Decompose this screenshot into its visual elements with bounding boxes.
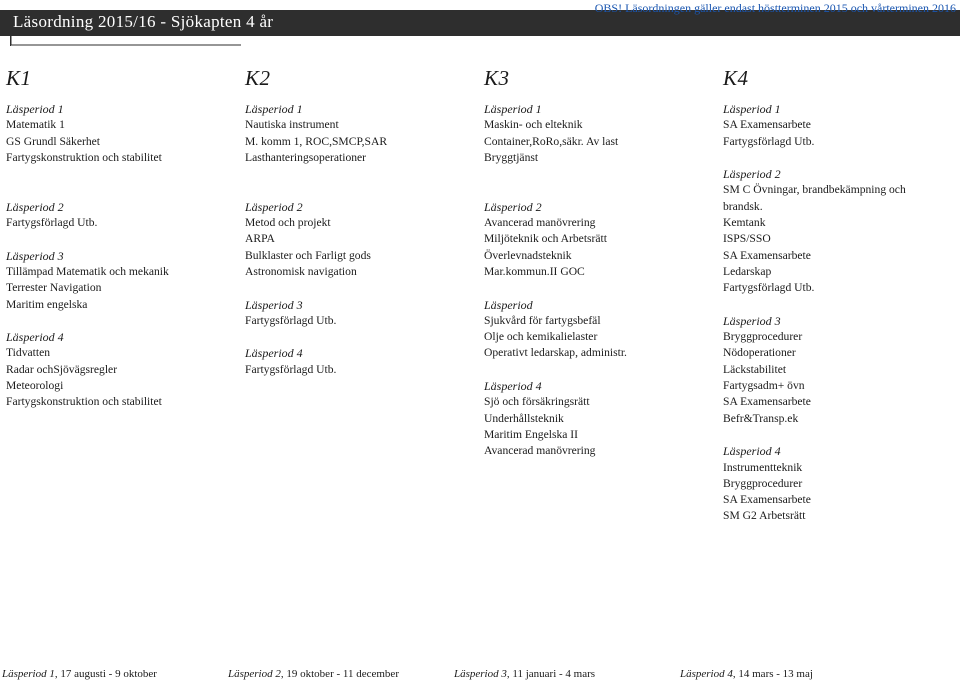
course-item: Matematik 1 xyxy=(6,118,65,132)
course-item: Tillämpad Matematik och mekanik xyxy=(6,264,169,278)
course-item: Fartygskonstruktion och stabilitet xyxy=(6,150,162,164)
period-block xyxy=(245,345,475,378)
column-heading: K4 xyxy=(723,66,749,90)
underline-graphic xyxy=(11,36,243,48)
footer-period-3 xyxy=(454,668,595,680)
course-item: Operativt ledarskap, administr. xyxy=(484,346,627,360)
footer-period-2 xyxy=(228,668,399,680)
notice-text: OBS! Läsordningen gäller endast höstterminen 2015 och vårterminen 2016 xyxy=(594,1,956,15)
title-underline xyxy=(10,36,241,46)
footer-period-dates: , 17 augusti - 9 oktober xyxy=(54,668,157,680)
footer-period-label: Läsperiod 4 xyxy=(680,668,733,680)
period-label: Läsperiod 3 xyxy=(723,313,781,328)
period-block xyxy=(723,443,953,524)
period-block xyxy=(484,378,714,459)
course-item: Fartygsförlagd Utb. xyxy=(6,216,98,230)
period-label: Läsperiod 3 xyxy=(245,297,303,312)
period-spacer xyxy=(484,280,714,296)
period-label: Läsperiod 1 xyxy=(484,102,542,116)
footer-period-dates: , 11 januari - 4 mars xyxy=(506,668,596,680)
period-block xyxy=(723,166,953,296)
footer-period-1 xyxy=(2,668,157,680)
course-item: SA Examensarbete xyxy=(723,395,811,409)
course-item: GS Grundl Säkerhet xyxy=(6,134,101,148)
course-item: Kemtank xyxy=(723,216,766,230)
period-spacer xyxy=(245,182,475,198)
course-item: Radar ochSjövägsregler xyxy=(6,362,118,376)
page-title: Läsordning 2015/16 - Sjökapten 4 år xyxy=(13,12,274,31)
column-heading: K1 xyxy=(6,66,32,90)
period-block xyxy=(245,297,475,330)
footer-period-dates: , 19 oktober - 11 december xyxy=(280,668,399,680)
period-spacer xyxy=(723,150,953,166)
course-item: SA Examensarbete xyxy=(723,493,811,507)
course-item: Sjukvård för fartygsbefäl xyxy=(484,313,601,327)
period-spacer xyxy=(723,297,953,313)
period-spacer xyxy=(6,231,236,247)
period-label: Läsperiod xyxy=(484,297,533,312)
course-item: Bulklaster och Farligt gods xyxy=(245,248,371,262)
course-item: Meteorologi xyxy=(6,379,64,393)
period-spacer xyxy=(6,313,236,329)
course-item: Läckstabilitet xyxy=(723,362,787,376)
course-item: SM G2 Arbetsrätt xyxy=(723,509,806,523)
period-label: Läsperiod 2 xyxy=(245,199,303,214)
period-block xyxy=(723,313,953,427)
course-item: Fartygsförlagd Utb. xyxy=(723,281,815,295)
course-item: Tidvatten xyxy=(6,346,51,360)
column-heading: K2 xyxy=(245,66,271,90)
course-item: Ledarskap xyxy=(723,264,772,278)
course-item: Olje och kemikalielaster xyxy=(484,330,598,344)
period-label: Läsperiod 3 xyxy=(6,248,64,263)
period-block xyxy=(484,101,714,166)
footer-periods xyxy=(0,668,960,682)
course-item: Maritim Engelska II xyxy=(484,427,579,441)
period-spacer xyxy=(484,362,714,378)
footer-period-label: Läsperiod 1 xyxy=(2,668,55,680)
course-item: Bryggtjänst xyxy=(484,150,539,164)
course-item: Miljöteknik och Arbetsrätt xyxy=(484,232,608,246)
course-item: ARPA xyxy=(245,232,275,246)
course-item: Fartygsförlagd Utb. xyxy=(245,362,337,376)
period-label: Läsperiod 1 xyxy=(723,102,781,116)
course-item: Överlevnadsteknik xyxy=(484,248,572,262)
period-block xyxy=(245,101,475,166)
course-item: M. komm 1, ROC,SMCP,SAR xyxy=(245,134,388,148)
course-item: brandsk. xyxy=(723,199,763,213)
course-item: Fartygskonstruktion och stabilitet xyxy=(6,395,162,409)
period-spacer xyxy=(6,182,236,198)
period-spacer xyxy=(723,427,953,443)
course-item: Astronomisk navigation xyxy=(245,264,357,278)
period-label: Läsperiod 2 xyxy=(723,167,781,182)
course-item: Befr&Transp.ek xyxy=(723,411,799,425)
course-item: SA Examensarbete xyxy=(723,248,811,262)
course-item: Sjö och försäkringsrätt xyxy=(484,395,590,409)
footer-period-4 xyxy=(680,668,813,680)
course-item: Maritim engelska xyxy=(6,297,88,311)
period-block xyxy=(484,297,714,362)
period-spacer xyxy=(245,280,475,296)
period-label: Läsperiod 4 xyxy=(723,444,781,459)
course-item: Fartygsförlagd Utb. xyxy=(245,313,337,327)
period-label: Läsperiod 1 xyxy=(245,102,303,116)
column-k3 xyxy=(484,66,714,460)
course-item: Mar.kommun.II GOC xyxy=(484,264,585,278)
course-item: Terrester Navigation xyxy=(6,281,102,295)
period-label: Läsperiod 4 xyxy=(484,379,542,394)
course-item: SM C Övningar, brandbekämpning och xyxy=(723,183,906,197)
course-item: Nautiska instrument xyxy=(245,118,339,132)
period-block xyxy=(245,199,475,280)
column-heading: K3 xyxy=(484,66,510,90)
course-item: Metod och projekt xyxy=(245,216,331,230)
course-item: Bryggprocedurer xyxy=(723,476,803,490)
period-label: Läsperiod 4 xyxy=(6,330,64,345)
period-spacer xyxy=(245,166,475,182)
course-item: Maskin- och elteknik xyxy=(484,118,583,132)
period-block xyxy=(6,248,236,313)
column-k1 xyxy=(6,66,236,411)
course-item: Avancerad manövrering xyxy=(484,444,596,458)
course-item: Underhållsteknik xyxy=(484,411,564,425)
course-item: Bryggprocedurer xyxy=(723,330,803,344)
footer-period-dates: , 14 mars - 13 maj xyxy=(732,668,813,680)
period-spacer xyxy=(484,182,714,198)
column-k2 xyxy=(245,66,475,378)
period-spacer xyxy=(484,166,714,182)
footer-period-label: Läsperiod 2 xyxy=(228,668,281,680)
column-k4 xyxy=(723,66,953,525)
course-item: Nödoperationer xyxy=(723,346,796,360)
period-label: Läsperiod 2 xyxy=(484,199,542,214)
period-block xyxy=(6,329,236,410)
course-item: Lasthanteringsoperationer xyxy=(245,150,367,164)
period-block xyxy=(6,101,236,166)
period-spacer xyxy=(6,166,236,182)
course-item: Fartygsförlagd Utb. xyxy=(723,134,815,148)
course-item: Fartygsadm+ övn xyxy=(723,379,805,393)
period-block xyxy=(6,199,236,232)
course-item: ISPS/SSO xyxy=(723,232,771,246)
course-item: Avancerad manövrering xyxy=(484,216,596,230)
course-item: Container,RoRo,säkr. Av last xyxy=(484,134,619,148)
period-label: Läsperiod 2 xyxy=(6,199,64,214)
footer-period-label: Läsperiod 3 xyxy=(454,668,507,680)
period-block xyxy=(723,101,953,150)
course-item: SA Examensarbete xyxy=(723,118,811,132)
period-label: Läsperiod 4 xyxy=(245,346,303,361)
period-label: Läsperiod 1 xyxy=(6,102,64,116)
period-spacer xyxy=(245,329,475,345)
course-item: Instrumentteknik xyxy=(723,460,803,474)
period-block xyxy=(484,199,714,280)
